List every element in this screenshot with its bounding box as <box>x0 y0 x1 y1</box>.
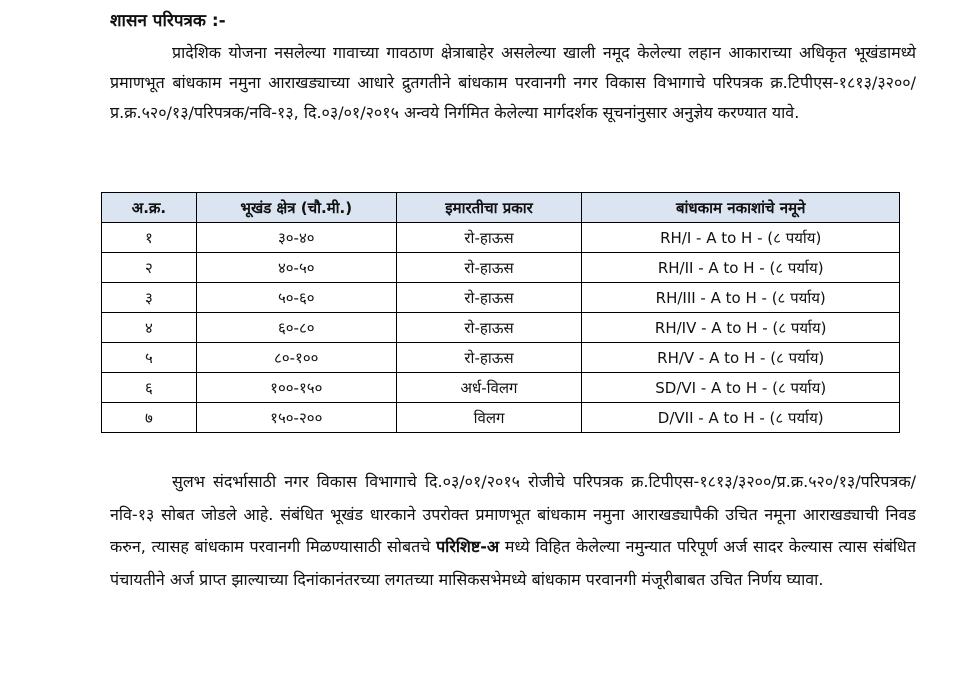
cell-plot-area: ८०-१०० <box>196 343 396 373</box>
cell-map-samples: RH/I - A to H - (८ पर्याय) <box>582 223 900 253</box>
cell-building-type: अर्ध-विलग <box>396 373 582 403</box>
header-building-type: इमारतीचा प्रकार <box>396 193 582 223</box>
header-plot-area: भूखंड क्षेत्र (चौ.मी.) <box>196 193 396 223</box>
cell-map-samples: RH/II - A to H - (८ पर्याय) <box>582 253 900 283</box>
cell-building-type: विलग <box>396 403 582 433</box>
cell-plot-area: ३०-४० <box>196 223 396 253</box>
table-row <box>102 373 900 403</box>
cell-serial: १ <box>102 223 197 253</box>
instructions-text-before: सुलभ संदर्भासाठी नगर विकास विभागाचे दि.०३/०१/२०१५ रोजीचे परिपत्रक क्र.टिपीएस-१८१३/३२००/प्र.क्र.५२०/१३/परिपत्रक/नवि-१३ सोबत जोडले आहे. संबंधित भूखंड धारकाने उपरोक्त प्रमाणभूत बांधकाम नमुना आराखड्यापैकी उचित नमूना आराखड्याची निवड करुन, त्यासह बांधकाम परवानगी मिळण्यासाठी सोबतचे <box>110 472 916 556</box>
instructions-paragraph <box>110 466 916 596</box>
cell-serial: २ <box>102 253 197 283</box>
cell-building-type: रो-हाऊस <box>396 253 582 283</box>
cell-building-type: रो-हाऊस <box>396 223 582 253</box>
cell-map-samples: RH/III - A to H - (८ पर्याय) <box>582 283 900 313</box>
cell-building-type: रो-हाऊस <box>396 343 582 373</box>
cell-map-samples: RH/IV - A to H - (८ पर्याय) <box>582 313 900 343</box>
cell-serial: ४ <box>102 313 197 343</box>
table-row <box>102 403 900 433</box>
cell-plot-area: ६०-८० <box>196 313 396 343</box>
table-row <box>102 343 900 373</box>
cell-map-samples: SD/VI - A to H - (८ पर्याय) <box>582 373 900 403</box>
table-row <box>102 313 900 343</box>
cell-plot-area: ४०-५० <box>196 253 396 283</box>
cell-building-type: रो-हाऊस <box>396 283 582 313</box>
cell-serial: ६ <box>102 373 197 403</box>
cell-plot-area: १००-१५० <box>196 373 396 403</box>
intro-paragraph: प्रादेशिक योजना नसलेल्या गावाच्या गावठाण क्षेत्राबाहेर असलेल्या खाली नमूद केलेल्या लहान आकाराच्या अधिकृत भूखंडामध्ये प्रमाणभूत बांधकाम नमुना आराखड्याच्या आधारे द्रुतगतीने बांधकाम परवानगी नगर विकास विभागाचे परिपत्रक क्र.टिपीएस-१८१३/३२००/प्र.क्र.५२०/१३/परिपत्रक/नवि-१३, दि.०३/०१/२०१५ अन्वये निर्गमित केलेल्या मार्गदर्शक सूचनांनुसार अनुज्ञेय करण्यात यावे. <box>110 43 916 122</box>
cell-building-type: रो-हाऊस <box>396 313 582 343</box>
cell-serial: ३ <box>102 283 197 313</box>
cell-map-samples: RH/V - A to H - (८ पर्याय) <box>582 343 900 373</box>
table-row <box>102 253 900 283</box>
cell-serial: ७ <box>102 403 197 433</box>
header-serial: अ.क्र. <box>102 193 197 223</box>
plot-table <box>101 192 900 433</box>
circular-heading: शासन परिपत्रक :- <box>110 11 226 31</box>
cell-map-samples: D/VII - A to H - (८ पर्याय) <box>582 403 900 433</box>
cell-serial: ५ <box>102 343 197 373</box>
table-row <box>102 223 900 253</box>
header-map-samples: बांधकाम नकाशांचे नमूने <box>582 193 900 223</box>
cell-plot-area: ५०-६० <box>196 283 396 313</box>
instructions-text-after: मध्ये विहित केलेल्या नमुन्यात परिपूर्ण अर्ज सादर केल्यास त्यास संबंधित पंचायतीने अर्ज प्राप्त झाल्याच्या दिनांकानंतरच्या लगतच्या मासिकसभेमध्ये बांधकाम परवानगी मंजूरीबाबत उचित निर्णय घ्यावा. <box>110 537 916 589</box>
table-header-row <box>102 193 900 223</box>
cell-plot-area: १५०-२०० <box>196 403 396 433</box>
table-row <box>102 283 900 313</box>
annexure-a-label: परिशिष्ट-अ <box>436 537 500 556</box>
